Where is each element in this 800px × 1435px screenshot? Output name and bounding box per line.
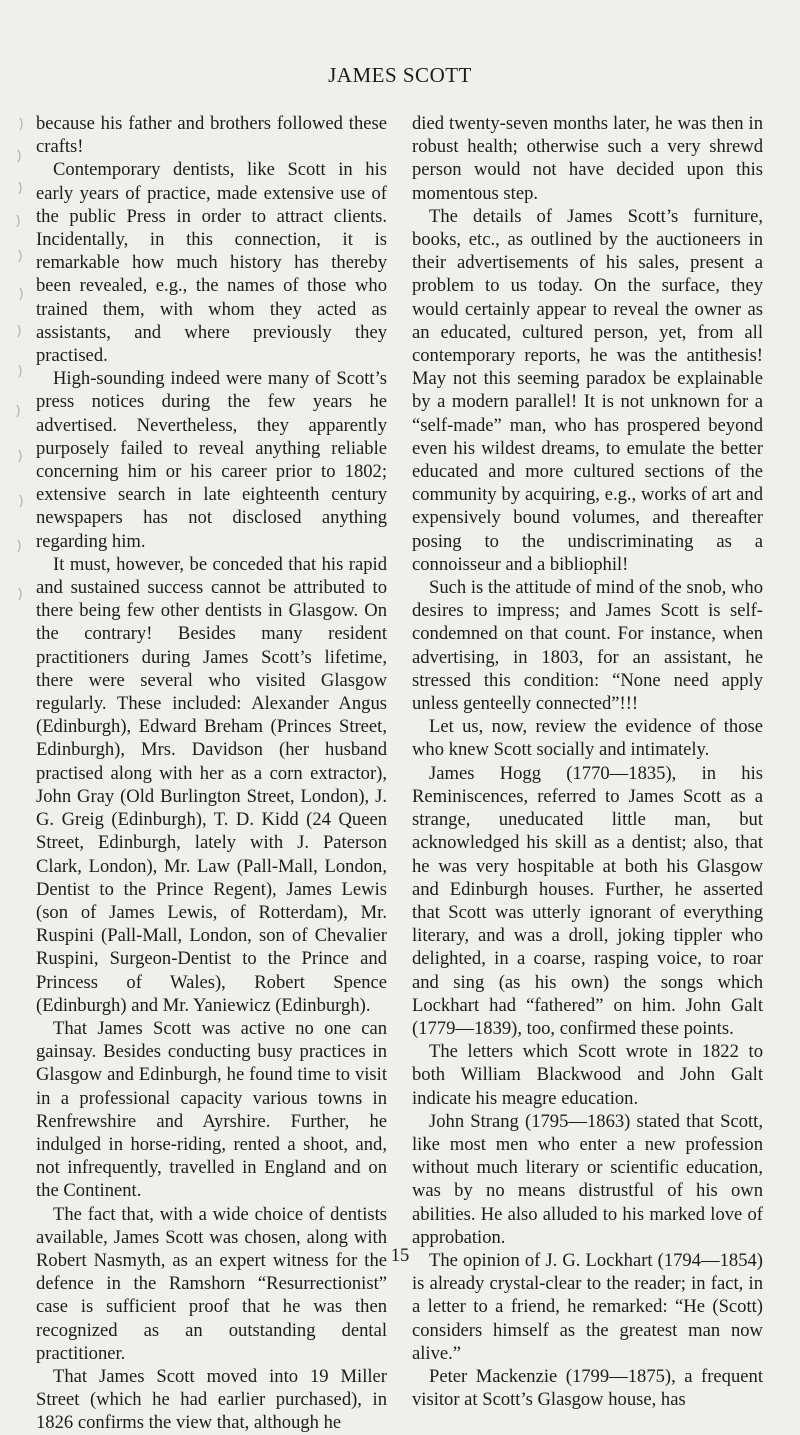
paragraph: Such is the attitude of mind of the snob, who desires to impress; and James Scott is self-condemned on that count. For instance, when advertising, in 1803, for an assistant, he stressed this condition: “None need apply unless genteelly connected”!!! bbox=[412, 577, 763, 715]
binding-shadow-decoration bbox=[0, 110, 30, 650]
running-head: JAMES SCOTT bbox=[328, 63, 472, 87]
paragraph: High-sounding indeed were many of Scott’s press notices during the few years he advertised. Nevertheless, they apparently purposely failed to reveal anything reliable concerning him or his career prior to 1802; extensive search in late eighteenth century newspapers has not disclosed anything regarding him. bbox=[36, 368, 387, 552]
paragraph: Peter Mackenzie (1799—1875), a frequent visitor at Scott’s Glasgow house, has bbox=[412, 1365, 763, 1411]
paragraph: James Hogg (1770—1835), in his Reminiscences, referred to James Scott as a strange, uneducated little man, but acknowledged his skill as a dentist; also, that he was very hospitable at both his Glasgow and Edinburgh houses. Further, he asserted that Scott was utterly ignorant of everything literary, and was a droll, joking tippler who delighted, in a coarse, rasping voice, to roar and sing (as his own) the songs which Lockhart had “fathered” on him. John Galt (1779—1839), too, confirmed these points. bbox=[412, 762, 763, 1039]
paragraph: That James Scott moved into 19 Miller Street (which he had earlier purchased), in 1826 confirms the view that, although he bbox=[36, 1365, 387, 1434]
page-number: 15 bbox=[390, 1245, 410, 1266]
paragraph: The opinion of J. G. Lockhart (1794—1854) is already crystal-clear to the reader; in fact, in a letter to a friend, he remarked: “He (Scott) considers himself as the greatest man now alive.” bbox=[412, 1249, 763, 1364]
paragraph: It must, however, be conceded that his rapid and sustained success cannot be attributed to there being few other dentists in Glasgow. On the contrary! Besides many resident practitioners during James Scott’s lifetime, there were several who visited Glasgow regularly. These included: Alexander Angus (Edinburgh), Edward Breham (Princes Street, Edinburgh), Mrs. Davidson (her husband practised along with her as a corn extractor), John Gray (Old Burlington Street, London), J. G. Greig (Edinburgh), T. D. Kidd (24 Queen Street, Edinburgh, lately with J. Paterson Clark, London), Mr. Law (Pall-Mall, London, Dentist to the Prince Regent), James Lewis (son of James Lewis, of Rotterdam), Mr. Ruspini (Pall-Mall, London, son of Chevalier Ruspini, Surgeon-Dentist to the Prince and Princess of Wales), Robert Spence (Edinburgh) and Mr. Yaniewicz (Edinburgh). bbox=[36, 553, 387, 1016]
paragraph: because his father and brothers followed these crafts! bbox=[36, 113, 387, 158]
right-column bbox=[412, 112, 763, 1411]
paragraph: That James Scott was active no one can gainsay. Besides conducting busy practices in Glasgow and Edinburgh, he found time to visit in a professional capacity various towns in Renfrewshire and Ayrshire. Further, he indulged in horse-riding, rented a shoot, and, not infrequently, travelled in England and on the Continent. bbox=[36, 1017, 387, 1202]
paragraph: Let us, now, review the evidence of those who knew Scott socially and intimately. bbox=[412, 716, 763, 761]
paragraph: John Strang (1795—1863) stated that Scott, like most men who enter a new profession without much literary or scientific education, was by no means distrustful of his own abilities. He also alluded to his marked love of approbation. bbox=[412, 1110, 763, 1248]
paragraph: died twenty-seven months later, he was then in robust health; otherwise such a very shrewd person would not have decided upon this momentous step. bbox=[412, 113, 763, 204]
paragraph: The letters which Scott wrote in 1822 to both William Blackwood and John Galt indicate his meagre education. bbox=[412, 1041, 763, 1109]
paragraph: The fact that, with a wide choice of dentists available, James Scott was chosen, along with Robert Nasmyth, as an expert witness for the defence in the Ramshorn “Resurrectionist” case is sufficient proof that he was then recognized as an outstanding dental practitioner. bbox=[36, 1203, 387, 1364]
left-column bbox=[36, 112, 387, 1435]
paragraph: The details of James Scott’s furniture, books, etc., as outlined by the auctioneers in their advertisements of his sales, present a problem to us today. On the surface, they would certainly appear to reveal the owner as an educated, cultured person, yet, from all contemporary reports, he was the antithesis! May not this seeming paradox be explainable by a modern parallel! It is not unknown for a “self-made” man, who has prospered beyond even his wildest dreams, to emulate the better educated and more cultured sections of the community by acquiring, e.g., works of art and expensively bound volumes, and thereafter posing to the undiscriminating as a connoisseur and a bibliophil! bbox=[412, 205, 763, 575]
paragraph: Contemporary dentists, like Scott in his early years of practice, made extensive use of the public Press in order to attract clients. Incidentally, in this connection, it is remarkable how much history has thereby been revealed, e.g., the names of those who trained them, with whom they acted as assistants, and where previously they practised. bbox=[36, 159, 387, 367]
